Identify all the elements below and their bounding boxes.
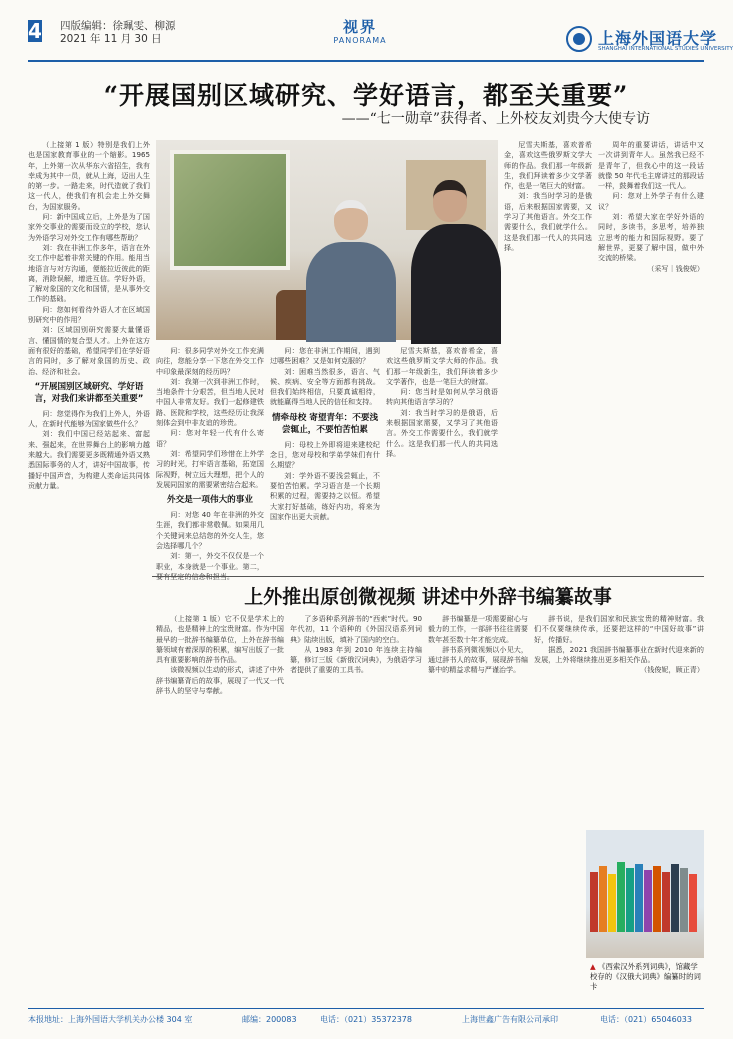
paragraph: 刘：我第一次到非洲工作时，当地条件十分艰苦，但当地人民对中国人非常友好。我们一起修建铁路、医院和学校，这些经历让我深刻体会到中非友谊的珍贵。: [156, 376, 264, 428]
book-spine: [662, 872, 670, 932]
article1-column-5: [504, 140, 592, 572]
article2-divider: [152, 576, 704, 577]
seal-icon: [566, 26, 592, 52]
paragraph: （上接第 1 版）它不仅是学术上的精品，也是精神上的宝贵财富。作为中国最早的一批辞书编纂单位，上外在辞书编纂领域有着深厚的积累，编写出版了一批具有重要影响的辞书作品。: [156, 614, 284, 665]
paragraph: 尼雪夫斯基，喜欢普希金，喜欢这些俄罗斯文学大师的作品。我们那一年级新生，我们拜读着多少文学著作，也是一笔巨大的财富。: [504, 140, 592, 191]
paragraph: 刘：希望同学们珍惜在上外学习的时光，打牢语言基础，拓宽国际视野，树立远大理想，把个人的发展同国家的需要紧密结合起来。: [156, 448, 264, 489]
window: [170, 150, 290, 270]
paragraph: 问：新中国成立后，上外是为了国家外交事业的需要而设立的学校，您认为外语学习对外交工作有哪些帮助？: [28, 212, 150, 242]
footer-phone: 电话：（021）35372378: [320, 1015, 412, 1024]
paragraph: 该微视频以生动的形式，讲述了中外辞书编纂背后的故事，展现了一代又一代辞书人的坚守与奉献。: [156, 665, 284, 696]
book-spine: [608, 874, 616, 932]
byline: （采写｜钱俊妮）: [647, 263, 704, 273]
paragraph: 了多语种系列辞书的“西索”时代。90 年代初，11 个语种的《外国汉语系列词典》陆续出版，填补了国内的空白。: [290, 614, 422, 644]
bottom-divider: [28, 1008, 704, 1009]
paragraph: 从 1983 年到 2010 年连续主持编纂，修订三版《新俄汉词典》，为俄语学习者提供了重要的工具书。: [290, 644, 422, 675]
paragraph: 问：您如何看待外语人才在区域国别研究中的作用？: [28, 304, 150, 325]
crosshead: 外交是一项伟大的事业: [167, 495, 253, 506]
article1-column-4: [386, 346, 498, 568]
logo-name: 上海外国语大学: [598, 29, 718, 48]
article2-headline: 上外推出原创微视频 讲述中外辞书编纂故事: [244, 586, 612, 608]
caption-triangle-icon: ▲: [590, 962, 596, 971]
article-subhead: ——“七一勋章”获得者、上外校友刘贵今大使专访: [341, 111, 650, 127]
university-logo: [566, 26, 733, 56]
paragraph: 辞书说，是我们国家和民族宝贵的精神财富。我们不仅要继续传承，还要把这样的“中国好故事”讲好，传播好。: [534, 614, 704, 644]
footer-printer: 上海世鑫广告有限公司承印: [462, 1015, 558, 1024]
paragraph: 辞书系列微视频以小见大，通过辞书人的故事，展现辞书编纂中的精益求精与严谨治学。: [428, 644, 528, 675]
top-divider: [28, 60, 704, 62]
footer-address: 本报地址：上海外国语大学机关办公楼 304 室: [28, 1015, 193, 1024]
paragraph: 问：母校上外即将迎来建校纪念日，您对母校和学弟学妹们有什么期望？: [270, 439, 380, 470]
paragraph: 据悉，2021 我国辞书编纂事业在新时代迎来新的发展，上外将继续推出更多相关作品。: [534, 644, 704, 665]
issue-date: 2021 年 11 月 30 日: [60, 33, 162, 45]
section-title: 视界: [342, 18, 377, 36]
article1-column-1: [28, 140, 150, 1000]
paragraph: 刘：希望大家在学好外语的同时，多读书，多思考，培养独立思考的能力和国际视野。要了解世界，更要了解中国，做中外交流的桥梁。: [598, 212, 704, 263]
article-headline: “开展国别区域研究、学好语言，都至关重要”: [103, 81, 629, 110]
footer-postcode: 邮编：200083: [242, 1015, 297, 1024]
crosshead: 情牵母校 寄望青年：不要浅尝辄止，不要怕苦怕累: [271, 412, 379, 435]
dictionary-photo: [586, 830, 704, 958]
article2-column-4: [534, 614, 704, 826]
paragraph: （上接第 1 版）特别是我们上外也是国家教育事业的一个缩影。1965 年，上外第一次从华东六省招生，我有幸成为其中一员，就从上海，迈出人生的第一步。一路走来，时代造就了我们这一代人，使我们有机会走上外交舞台，为国家服务。: [28, 140, 150, 211]
footer-phone-2: 电话：（021）65046033: [600, 1015, 692, 1024]
article1-column-3: [270, 346, 380, 568]
interviewer-figure: [411, 180, 501, 340]
paragraph: 刘：学外语不要浅尝辄止，不要怕苦怕累。学习语言是一个长期积累的过程，需要持之以恒。希望大家打好基础，练好内功，将来为国家作出更大贡献。: [270, 470, 380, 521]
paragraph: 辞书编纂是一项需要耐心与毅力的工作，一部辞书往往需要数年甚至数十年才能完成。: [428, 614, 528, 644]
book-spine: [635, 864, 643, 932]
book-spine: [644, 870, 652, 932]
figure-body: [411, 224, 501, 344]
article2-column-3: [428, 614, 528, 1000]
byline: （钱俊妮，顾正青）: [640, 665, 704, 675]
page-number: 4: [28, 19, 42, 43]
section-subtitle: PANORAMA: [333, 36, 387, 45]
article2-column-2: [290, 614, 422, 1000]
book-spine: [689, 874, 697, 932]
caption-text: 《西索汉外系列词典》，馆藏学校存的《汉俄大词典》编纂时的词卡: [590, 962, 701, 991]
paragraph: 问：您当时是如何从学习俄语转向其他语言学习的？: [386, 387, 498, 407]
paragraph: 周年的重要讲话，讲话中又一次讲到青年人。虽然我已经不是青年了，但我心中的这一段话就像 50 年代毛主席讲过的那段话一样，鼓舞着我们这一代人。: [598, 140, 704, 191]
masthead: [0, 0, 733, 64]
book-spine: [626, 868, 634, 932]
book-spine: [617, 862, 625, 932]
paragraph: 问：您对上外学子有什么建议？: [598, 191, 704, 211]
paragraph: 问：您在非洲工作期间，遇到过哪些困难？又是如何克服的？: [270, 346, 380, 366]
article1-column-6: [598, 140, 704, 572]
paragraph: 刘：区域国别研究需要大量懂语言、懂国情的复合型人才。上外在这方面有很好的基础，希望同学们在学好语言的同时，多了解对象国的历史、政治、经济和社会。: [28, 325, 150, 376]
book-spine: [590, 872, 598, 932]
paragraph: 尼雪夫斯基，喜欢普希金，喜欢这些俄罗斯文学大师的作品。我们那一年级新生，我们拜读着多少文学著作，也是一笔巨大的财富。: [386, 346, 498, 386]
paragraph: 刘：我们中国已经站起来、富起来、强起来，在世界舞台上的影响力越来越大。我们需要更多既精通外语又熟悉国际事务的人才，讲好中国故事，传播好中国声音，为构建人类命运共同体贡献力量。: [28, 429, 150, 490]
paragraph: 刘：困难当然很多，语言、气候、疾病、安全等方面都有挑战。但我们始终相信，只要真诚相待，就能赢得当地人民的信任和支持。: [270, 366, 380, 407]
logo-name-en: SHANGHAI INTERNATIONAL STUDIES UNIVERSITY: [598, 46, 733, 52]
interviewee-figure: [306, 200, 396, 340]
figure-head: [433, 180, 467, 222]
book-spine: [671, 864, 679, 932]
paragraph: 问：很多同学对外交工作充满向往，您能分享一下您在外交工作中印象最深刻的经历吗？: [156, 346, 264, 376]
crosshead: “开展国别区域研究、学好语言，对我们来讲都至关重要”: [34, 381, 144, 404]
paragraph: 刘：第一，外交不仅仅是一个职业，本身就是一个事业。第二，: [156, 551, 264, 571]
book-spine: [653, 866, 661, 932]
book-spine: [680, 868, 688, 932]
book-spine: [599, 866, 607, 932]
photo-caption: [590, 962, 702, 992]
paragraph: 刘：我当时学习的是俄语，后来根据国家需要，又学习了其他语言。外交工作需要什么，我们就学什么。这是我们那一代人的共同选择。: [386, 407, 498, 458]
issue-meta: [60, 20, 176, 46]
paragraph: 刘：我在非洲工作多年，语言在外交工作中起着非常关键的作用。能用当地语言与对方沟通，便能拉近彼此的距离，消除误解，增进互信。学好外语，了解对象国的文化和国情，是从事外交工作的基础。: [28, 242, 150, 304]
article1-column-2: [156, 346, 264, 571]
editors: 四版编辑：徐珮雯、柳源: [60, 20, 176, 32]
figure-body: [306, 242, 396, 342]
interview-photo: [156, 140, 498, 340]
col1-text: [28, 140, 150, 377]
article2-column-1: [156, 614, 284, 1000]
paragraph: 问：您觉得作为我们上外人，外语人，在新时代能够为国家做些什么？: [28, 408, 150, 429]
paragraph: 刘：我当时学习的是俄语，后来根据国家需要，又学习了其他语言。外交工作需要什么，我们就学什么。这是我们那一代人的共同选择。: [504, 191, 592, 252]
figure-head: [334, 200, 368, 240]
paragraph: 问：您对年轻一代有什么寄语？: [156, 428, 264, 448]
paragraph: 问：对您 40 年在非洲的外交生涯，我们都非常敬佩。如果用几个关键词来总结您的外交人生，您会选择哪几个？: [156, 510, 264, 551]
